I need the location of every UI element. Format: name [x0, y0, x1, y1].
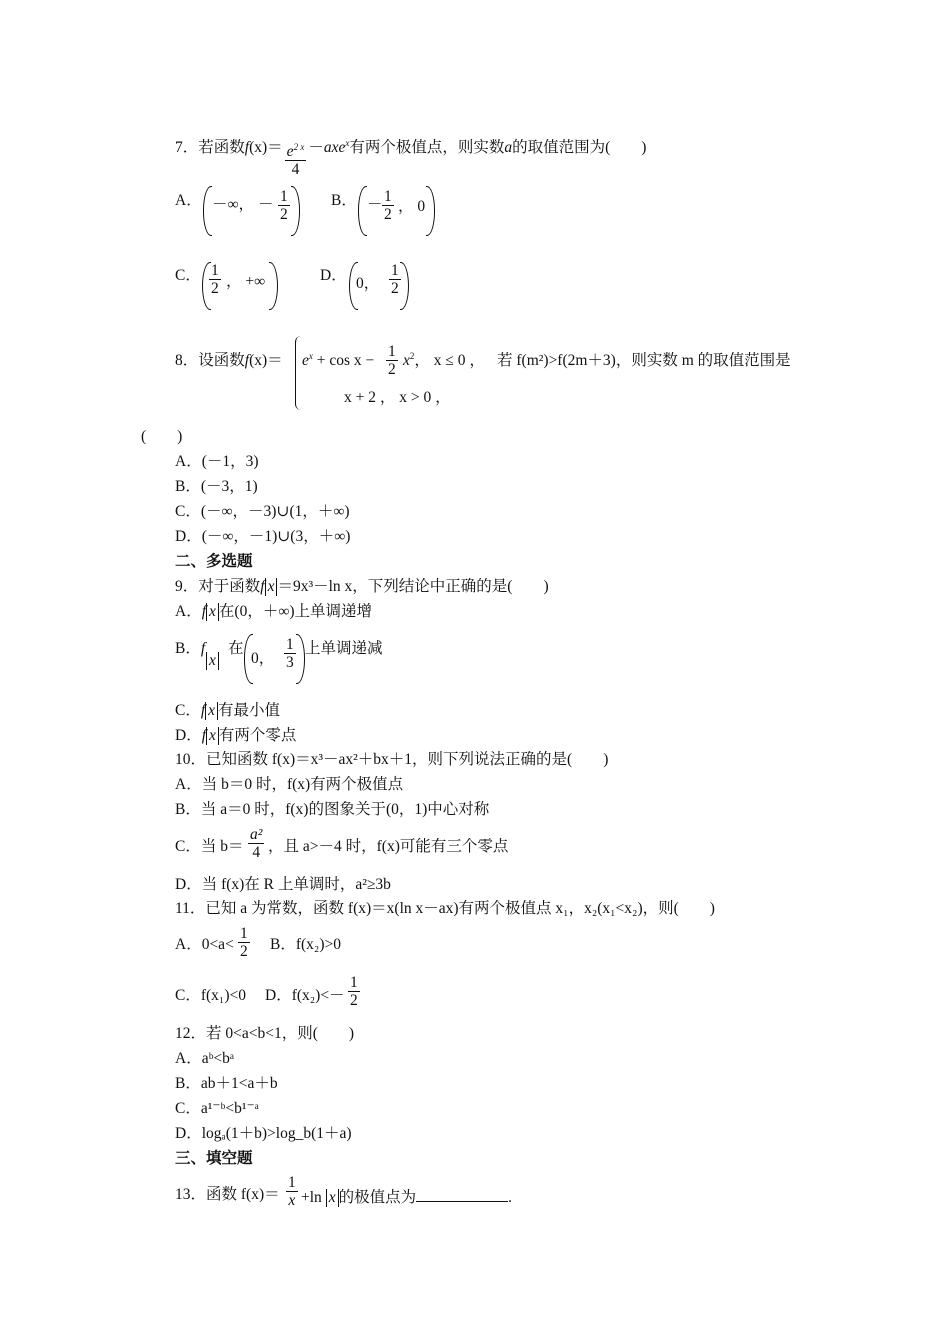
q8-option-d[interactable]: D．(－∞，－1)∪(3，＋∞): [175, 528, 351, 545]
q12-option-b[interactable]: B．ab＋1<a＋b: [175, 1075, 278, 1092]
q10-option-b[interactable]: B．当 a＝0 时，f(x)的图象关于(0，1)中心对称: [175, 801, 490, 818]
q11-option-d[interactable]: D．f(x₂)<－: [265, 987, 345, 1004]
q10-option-c[interactable]: C．当 b＝: [175, 838, 244, 855]
q11-option-a[interactable]: A．0<a<: [175, 936, 234, 953]
q10-option-d[interactable]: D．当 f(x)在 R 上单调时，a²≥3b: [175, 876, 391, 893]
q7-option-d[interactable]: D．: [320, 267, 347, 284]
q9-stem: 9．对于函数f x ＝9x³－ln x，下列结论中正确的是( ): [175, 578, 549, 595]
q9-option-d[interactable]: D．f x 有两个零点: [175, 727, 297, 744]
q7-option-b[interactable]: B．: [331, 192, 357, 209]
q12-option-d[interactable]: D．logₐ(1＋b)>log_b(1＋a): [175, 1125, 352, 1142]
q8-option-b[interactable]: B．(－3，1): [175, 478, 258, 495]
q10-stem: 10．已知函数 f(x)＝x³－ax²＋bx＋1，则下列说法正确的是( ): [175, 751, 609, 768]
q8-option-c[interactable]: C．(－∞，－3)∪(1，＋∞): [175, 503, 350, 520]
q8-case1: $e^x + \cos x$ −: [302, 350, 375, 369]
q7-fraction: $\frac{e^{2 x}}{4}$: [286, 141, 305, 179]
q9-option-b[interactable]: B．f: [175, 640, 206, 657]
q9-option-c[interactable]: C．f x 有最小值: [175, 702, 281, 719]
q11-option-c[interactable]: C．f(x₁)<0: [175, 987, 246, 1004]
section-heading-multi: 二、多选题: [175, 553, 253, 570]
q7-stem: 7．若函数f(x)＝ $\frac{e^{2 x}}{4}$ －axe$^x$有两个极值点，则实数a的取值范围为( ): [175, 137, 647, 179]
section-heading-fill: 三、填空题: [175, 1150, 253, 1167]
q7-option-c[interactable]: C．: [175, 267, 201, 284]
q10-option-a[interactable]: A．当 b＝0 时，f(x)有两个极值点: [175, 776, 404, 793]
q11-stem: 11．已知 a 为常数，函数 f(x)＝x(ln x－ax)有两个极值点 x₁，x₂(x₁<x₂)，则( ): [175, 900, 715, 917]
q12-option-a[interactable]: A．aᵇ<bᵃ: [175, 1050, 235, 1067]
q8-condition: 若 f(m²)>f(2m＋3)，则实数 m 的取值范围是: [497, 352, 791, 369]
q8-brace: [295, 336, 302, 410]
q9-option-a[interactable]: A．f x 在(0，＋∞)上单调递增: [175, 603, 373, 620]
q13-answer-blank[interactable]: [416, 1187, 508, 1202]
q7-option-a[interactable]: A．: [175, 192, 202, 209]
q12-option-c[interactable]: C．a¹⁻ᵇ<b¹⁻ᵃ: [175, 1100, 259, 1117]
q8-option-a[interactable]: A．(－1，3): [175, 453, 259, 470]
q13-stem: 13．函数 f(x)＝: [175, 1186, 280, 1203]
q11-option-b[interactable]: B．f(x₂)>0: [270, 936, 341, 953]
q8-case2: x + 2 ， x > 0 ，: [344, 389, 451, 406]
q8-stem: 8．设函数f(x)＝: [175, 352, 283, 369]
q12-stem: 12．若 0<a<b<1，则( ): [175, 1025, 355, 1042]
q8-answer-paren: ( ): [141, 428, 183, 445]
